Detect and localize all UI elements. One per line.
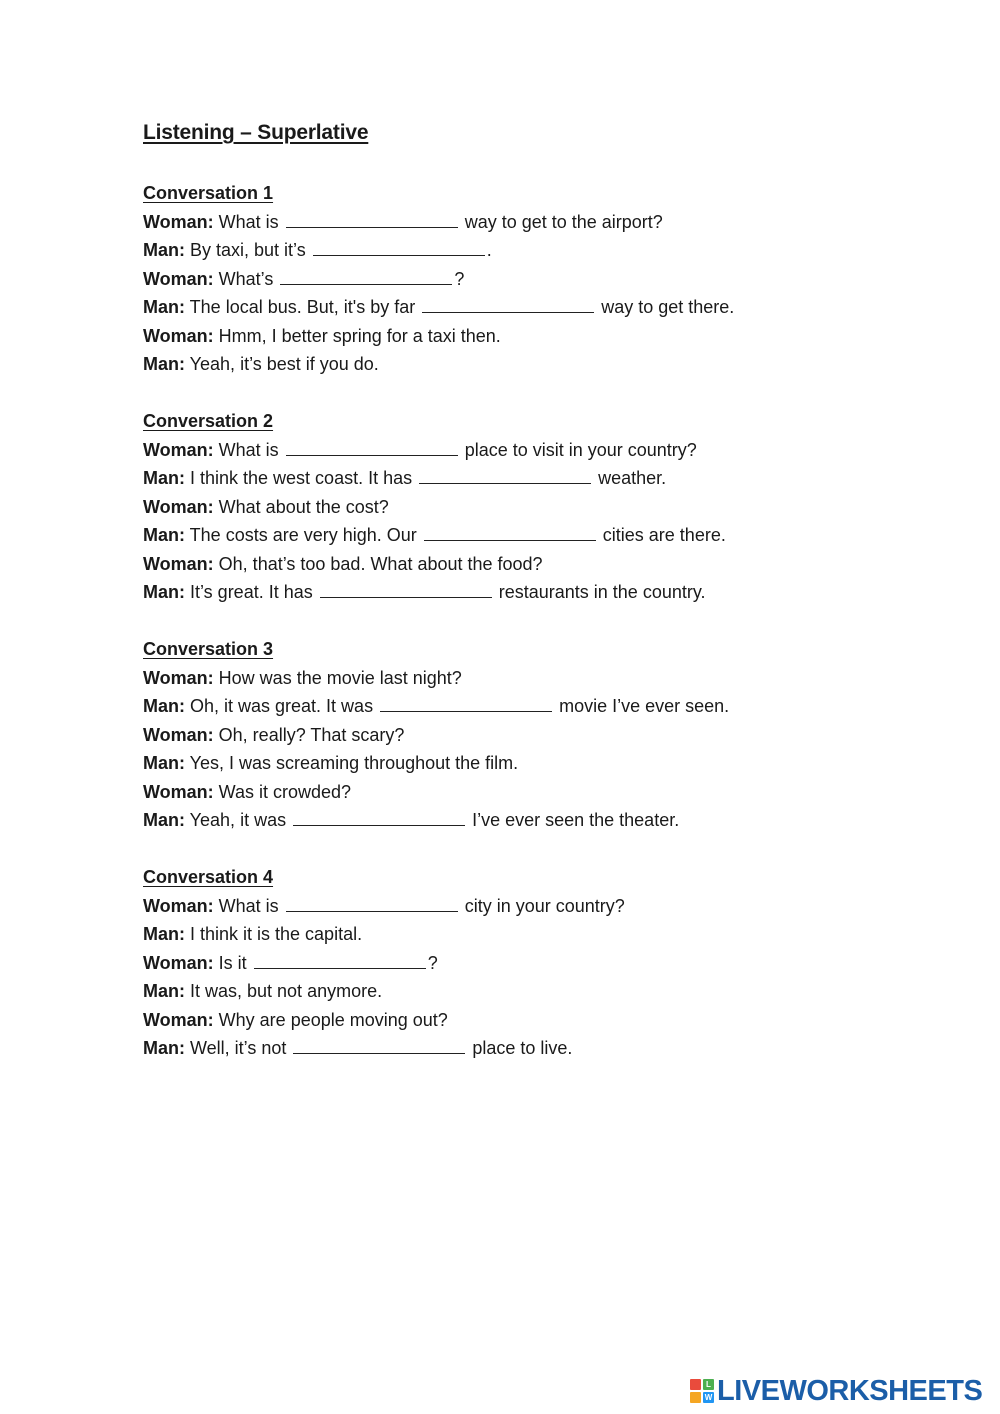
line-text: Was it crowded? [213, 781, 352, 802]
dialogue-line [143, 293, 903, 322]
line-text: ? [427, 952, 438, 973]
line-text: I think it is the capital. [185, 924, 363, 944]
speaker-label: Woman: [143, 952, 214, 973]
speaker-label: Woman: [143, 325, 214, 346]
answer-blank[interactable] [293, 1035, 465, 1054]
dialogue-line [143, 208, 903, 237]
dialogue-line [143, 493, 903, 522]
speaker-label: Woman: [143, 667, 214, 688]
logo-square: W [704, 1393, 713, 1402]
answer-blank[interactable] [419, 465, 591, 484]
line-text: cities are there. [597, 525, 726, 545]
line-text: What about the cost? [213, 496, 389, 517]
line-text: Oh, really? That scary? [213, 724, 405, 745]
liveworksheets-logo [690, 1375, 982, 1407]
line-text: Yeah, it’s best if you do. [185, 354, 379, 374]
dialogue-line [143, 550, 903, 579]
answer-blank[interactable] [286, 437, 458, 456]
dialogue-line [143, 721, 903, 750]
line-text: restaurants in the country. [493, 582, 706, 602]
speaker-label: Man: [143, 582, 185, 602]
line-text: Oh, that’s too bad. What about the food? [213, 553, 543, 574]
dialogue-line [143, 806, 903, 835]
answer-blank[interactable] [254, 950, 426, 969]
answer-blank[interactable] [380, 693, 552, 712]
line-text: Why are people moving out? [213, 1009, 448, 1030]
line-text: Yes, I was screaming throughout the film. [185, 753, 519, 773]
speaker-label: Woman: [143, 268, 214, 289]
dialogue-line [143, 977, 903, 1006]
speaker-label: Man: [143, 240, 185, 260]
line-text: city in your country? [459, 895, 625, 916]
line-text: What is [213, 439, 284, 460]
speaker-label: Man: [143, 297, 185, 317]
speaker-label: Man: [143, 468, 185, 488]
line-text: What is [213, 895, 284, 916]
speaker-label: Man: [143, 696, 185, 716]
dialogue-line [143, 920, 903, 949]
speaker-label: Man: [143, 354, 185, 374]
conversation-heading: Conversation 3 [143, 639, 274, 659]
speaker-label: Man: [143, 924, 185, 944]
speaker-label: Woman: [143, 781, 214, 802]
line-text: weather. [593, 468, 667, 488]
answer-blank[interactable] [313, 237, 485, 256]
answer-blank[interactable] [422, 294, 594, 313]
speaker-label: Woman: [143, 496, 214, 517]
logo-mark-icon [690, 1379, 714, 1403]
page-title: Listening – Superlative [143, 121, 369, 144]
conversation-4 [143, 863, 903, 1063]
dialogue-line [143, 464, 903, 493]
worksheet [143, 119, 903, 1091]
conversation-heading: Conversation 2 [143, 411, 274, 431]
conversation-list [143, 179, 903, 1063]
line-text: It was, but not anymore. [185, 981, 383, 1001]
dialogue-line [143, 578, 903, 607]
conversation-heading: Conversation 1 [143, 183, 274, 203]
answer-blank[interactable] [280, 266, 452, 285]
speaker-label: Man: [143, 525, 185, 545]
line-text: I think the west coast. It has [185, 468, 418, 488]
dialogue-line [143, 436, 903, 465]
dialogue-line [143, 521, 903, 550]
line-text: What is [213, 211, 284, 232]
line-text: The local bus. But, it's by far [185, 297, 421, 317]
dialogue-line [143, 1006, 903, 1035]
dialogue-line [143, 949, 903, 978]
speaker-label: Man: [143, 753, 185, 773]
logo-square: L [703, 1379, 714, 1390]
line-text: way to get there. [596, 297, 735, 317]
conversation-3 [143, 635, 903, 835]
dialogue-line [143, 265, 903, 294]
speaker-label: Woman: [143, 724, 214, 745]
title-spacer [143, 147, 903, 179]
line-text: . [486, 240, 492, 260]
line-text: Oh, it was great. It was [185, 696, 379, 716]
line-text: movie I’ve ever seen. [554, 696, 730, 716]
line-text: place to live. [467, 1038, 573, 1058]
line-text: Yeah, it was [185, 810, 292, 830]
line-text: way to get to the airport? [459, 211, 663, 232]
speaker-label: Woman: [143, 895, 214, 916]
speaker-label: Woman: [143, 1009, 214, 1030]
dialogue-line [143, 749, 903, 778]
dialogue-line [143, 350, 903, 379]
line-text: It’s great. It has [185, 582, 318, 602]
logo-text: LIVEWORKSHEETS [717, 1374, 983, 1407]
logo-square [690, 1379, 701, 1390]
dialogue-line [143, 664, 903, 693]
conversation-heading: Conversation 4 [143, 867, 274, 887]
logo-square [690, 1392, 701, 1403]
line-text: By taxi, but it’s [185, 240, 311, 260]
answer-blank[interactable] [424, 522, 596, 541]
conversation-2 [143, 407, 903, 607]
line-text: How was the movie last night? [213, 667, 462, 688]
speaker-label: Woman: [143, 211, 214, 232]
speaker-label: Man: [143, 981, 185, 1001]
line-text: The costs are very high. Our [185, 525, 422, 545]
answer-blank[interactable] [320, 579, 492, 598]
line-text: I’ve ever seen the theater. [467, 810, 680, 830]
conversation-1 [143, 179, 903, 379]
answer-blank[interactable] [293, 807, 465, 826]
answer-blank[interactable] [286, 893, 458, 912]
dialogue-line [143, 692, 903, 721]
line-text: Well, it’s not [185, 1038, 292, 1058]
speaker-label: Woman: [143, 439, 214, 460]
dialogue-line [143, 1034, 903, 1063]
speaker-label: Man: [143, 810, 185, 830]
line-text: Is it [213, 952, 252, 973]
dialogue-line [143, 892, 903, 921]
dialogue-line [143, 236, 903, 265]
speaker-label: Man: [143, 1038, 185, 1058]
line-text: What’s [213, 268, 279, 289]
line-text: Hmm, I better spring for a taxi then. [213, 325, 501, 346]
answer-blank[interactable] [286, 209, 458, 228]
dialogue-line [143, 322, 903, 351]
dialogue-line [143, 778, 903, 807]
line-text: place to visit in your country? [459, 439, 697, 460]
speaker-label: Woman: [143, 553, 214, 574]
line-text: ? [454, 268, 465, 289]
